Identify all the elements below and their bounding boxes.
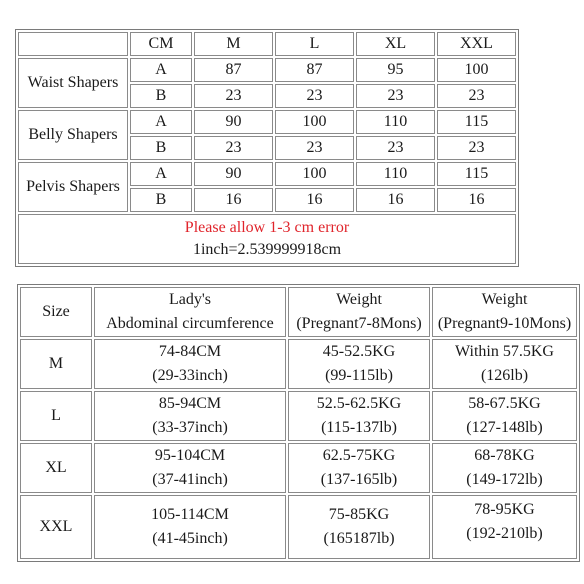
size-header-row — [20, 287, 577, 337]
abdominal-cell — [94, 391, 286, 441]
size-cell: XL — [20, 443, 92, 493]
cell: 100 — [275, 110, 354, 134]
inch-value: (41-45inch) — [152, 530, 228, 547]
cell: 16 — [194, 188, 273, 212]
note-row — [18, 214, 516, 264]
cell: 16 — [356, 188, 435, 212]
cell: 23 — [194, 136, 273, 160]
lb-value: (126lb) — [480, 367, 529, 384]
cm-value: 85-94CM — [158, 395, 222, 412]
row-label: A — [130, 58, 192, 82]
kg-value: Within 57.5KG — [455, 343, 554, 360]
lb-value: (115-137lb) — [321, 419, 397, 436]
kg-value: 45-52.5KG — [322, 343, 396, 360]
header-xl: XL — [356, 32, 435, 56]
corner-cell — [18, 32, 128, 56]
header-m: M — [194, 32, 273, 56]
lb-value: (137-165lb) — [320, 471, 398, 488]
cm-value: 105-114CM — [151, 506, 229, 523]
inch-value: (29-33inch) — [152, 367, 228, 384]
header-abdominal-line1: Lady's — [169, 291, 211, 308]
cell: 87 — [194, 58, 273, 82]
header-cm: CM — [130, 32, 192, 56]
kg-value: 62.5-75KG — [322, 447, 396, 464]
header-weight1-line2: (Pregnant7-8Mons) — [296, 315, 422, 332]
weight2-cell — [432, 391, 577, 441]
error-note: Please allow 1-3 cm error — [184, 219, 350, 236]
inch-value: (33-37inch) — [152, 419, 228, 436]
cell: 115 — [437, 162, 516, 186]
lb-value: (99-115lb) — [325, 367, 393, 384]
size-cell: XXL — [20, 495, 92, 559]
inch-value: (37-41inch) — [152, 471, 228, 488]
cell: 90 — [194, 110, 273, 134]
waist-shapers-label: Waist Shapers — [18, 58, 128, 108]
cell: 87 — [275, 58, 354, 82]
kg-value: 52.5-62.5KG — [316, 395, 402, 412]
header-abdominal — [94, 287, 286, 337]
lb-value: (149-172lb) — [466, 471, 543, 488]
lb-value: (165187lb) — [323, 530, 395, 547]
row-label: B — [130, 136, 192, 160]
pelvis-shapers-label: Pelvis Shapers — [18, 162, 128, 212]
header-l: L — [275, 32, 354, 56]
cm-value: 95-104CM — [154, 447, 226, 464]
size-row-xl — [20, 443, 577, 493]
header-weight-7-8 — [288, 287, 430, 337]
shaper-header-row — [18, 32, 516, 56]
size-cell: L — [20, 391, 92, 441]
weight2-cell — [432, 443, 577, 493]
kg-value: 68-78KG — [474, 447, 535, 464]
weight1-cell — [288, 339, 430, 389]
row-label: B — [130, 188, 192, 212]
cell: 23 — [275, 136, 354, 160]
weight1-cell — [288, 443, 430, 493]
header-size: Size — [20, 287, 92, 337]
cell: 16 — [275, 188, 354, 212]
cell: 16 — [437, 188, 516, 212]
row-label: B — [130, 84, 192, 108]
cell: 23 — [356, 136, 435, 160]
inch-conversion-note: 1inch=2.539999918cm — [192, 241, 342, 258]
cell: 95 — [356, 58, 435, 82]
kg-value: 78-95KG — [474, 501, 535, 518]
note-cell — [18, 214, 516, 264]
kg-value: 75-85KG — [328, 506, 390, 523]
row-label: A — [130, 110, 192, 134]
cell: 23 — [194, 84, 273, 108]
pregnancy-size-table — [17, 284, 580, 562]
header-weight1-line1: Weight — [336, 291, 382, 308]
weight1-cell — [288, 495, 430, 559]
cell: 100 — [275, 162, 354, 186]
cell: 23 — [437, 84, 516, 108]
pelvis-a-row — [18, 162, 516, 186]
abdominal-cell — [94, 339, 286, 389]
cell: 90 — [194, 162, 273, 186]
weight2-cell — [432, 495, 577, 559]
waist-a-row — [18, 58, 516, 82]
size-cell: M — [20, 339, 92, 389]
cm-value: 74-84CM — [158, 343, 222, 360]
abdominal-cell — [94, 495, 286, 559]
belly-shapers-label: Belly Shapers — [18, 110, 128, 160]
cell: 115 — [437, 110, 516, 134]
header-weight2-line2: (Pregnant9-10Mons) — [437, 315, 572, 332]
header-abdominal-line2: Abdominal circumference — [106, 315, 274, 332]
kg-value: 58-67.5KG — [468, 395, 541, 412]
cell: 23 — [437, 136, 516, 160]
size-row-l — [20, 391, 577, 441]
cell: 23 — [356, 84, 435, 108]
row-label: A — [130, 162, 192, 186]
size-row-xxl — [20, 495, 577, 559]
cell: 100 — [437, 58, 516, 82]
size-row-m — [20, 339, 577, 389]
lb-value: (127-148lb) — [466, 419, 543, 436]
abdominal-cell — [94, 443, 286, 493]
header-weight2-line1: Weight — [481, 291, 528, 308]
header-xxl: XXL — [437, 32, 516, 56]
shaper-size-table — [15, 29, 519, 267]
header-weight-9-10 — [432, 287, 577, 337]
cell: 110 — [356, 162, 435, 186]
belly-a-row — [18, 110, 516, 134]
cell: 110 — [356, 110, 435, 134]
weight2-cell — [432, 339, 577, 389]
cell: 23 — [275, 84, 354, 108]
lb-value: (192-210lb) — [466, 525, 543, 542]
weight1-cell — [288, 391, 430, 441]
